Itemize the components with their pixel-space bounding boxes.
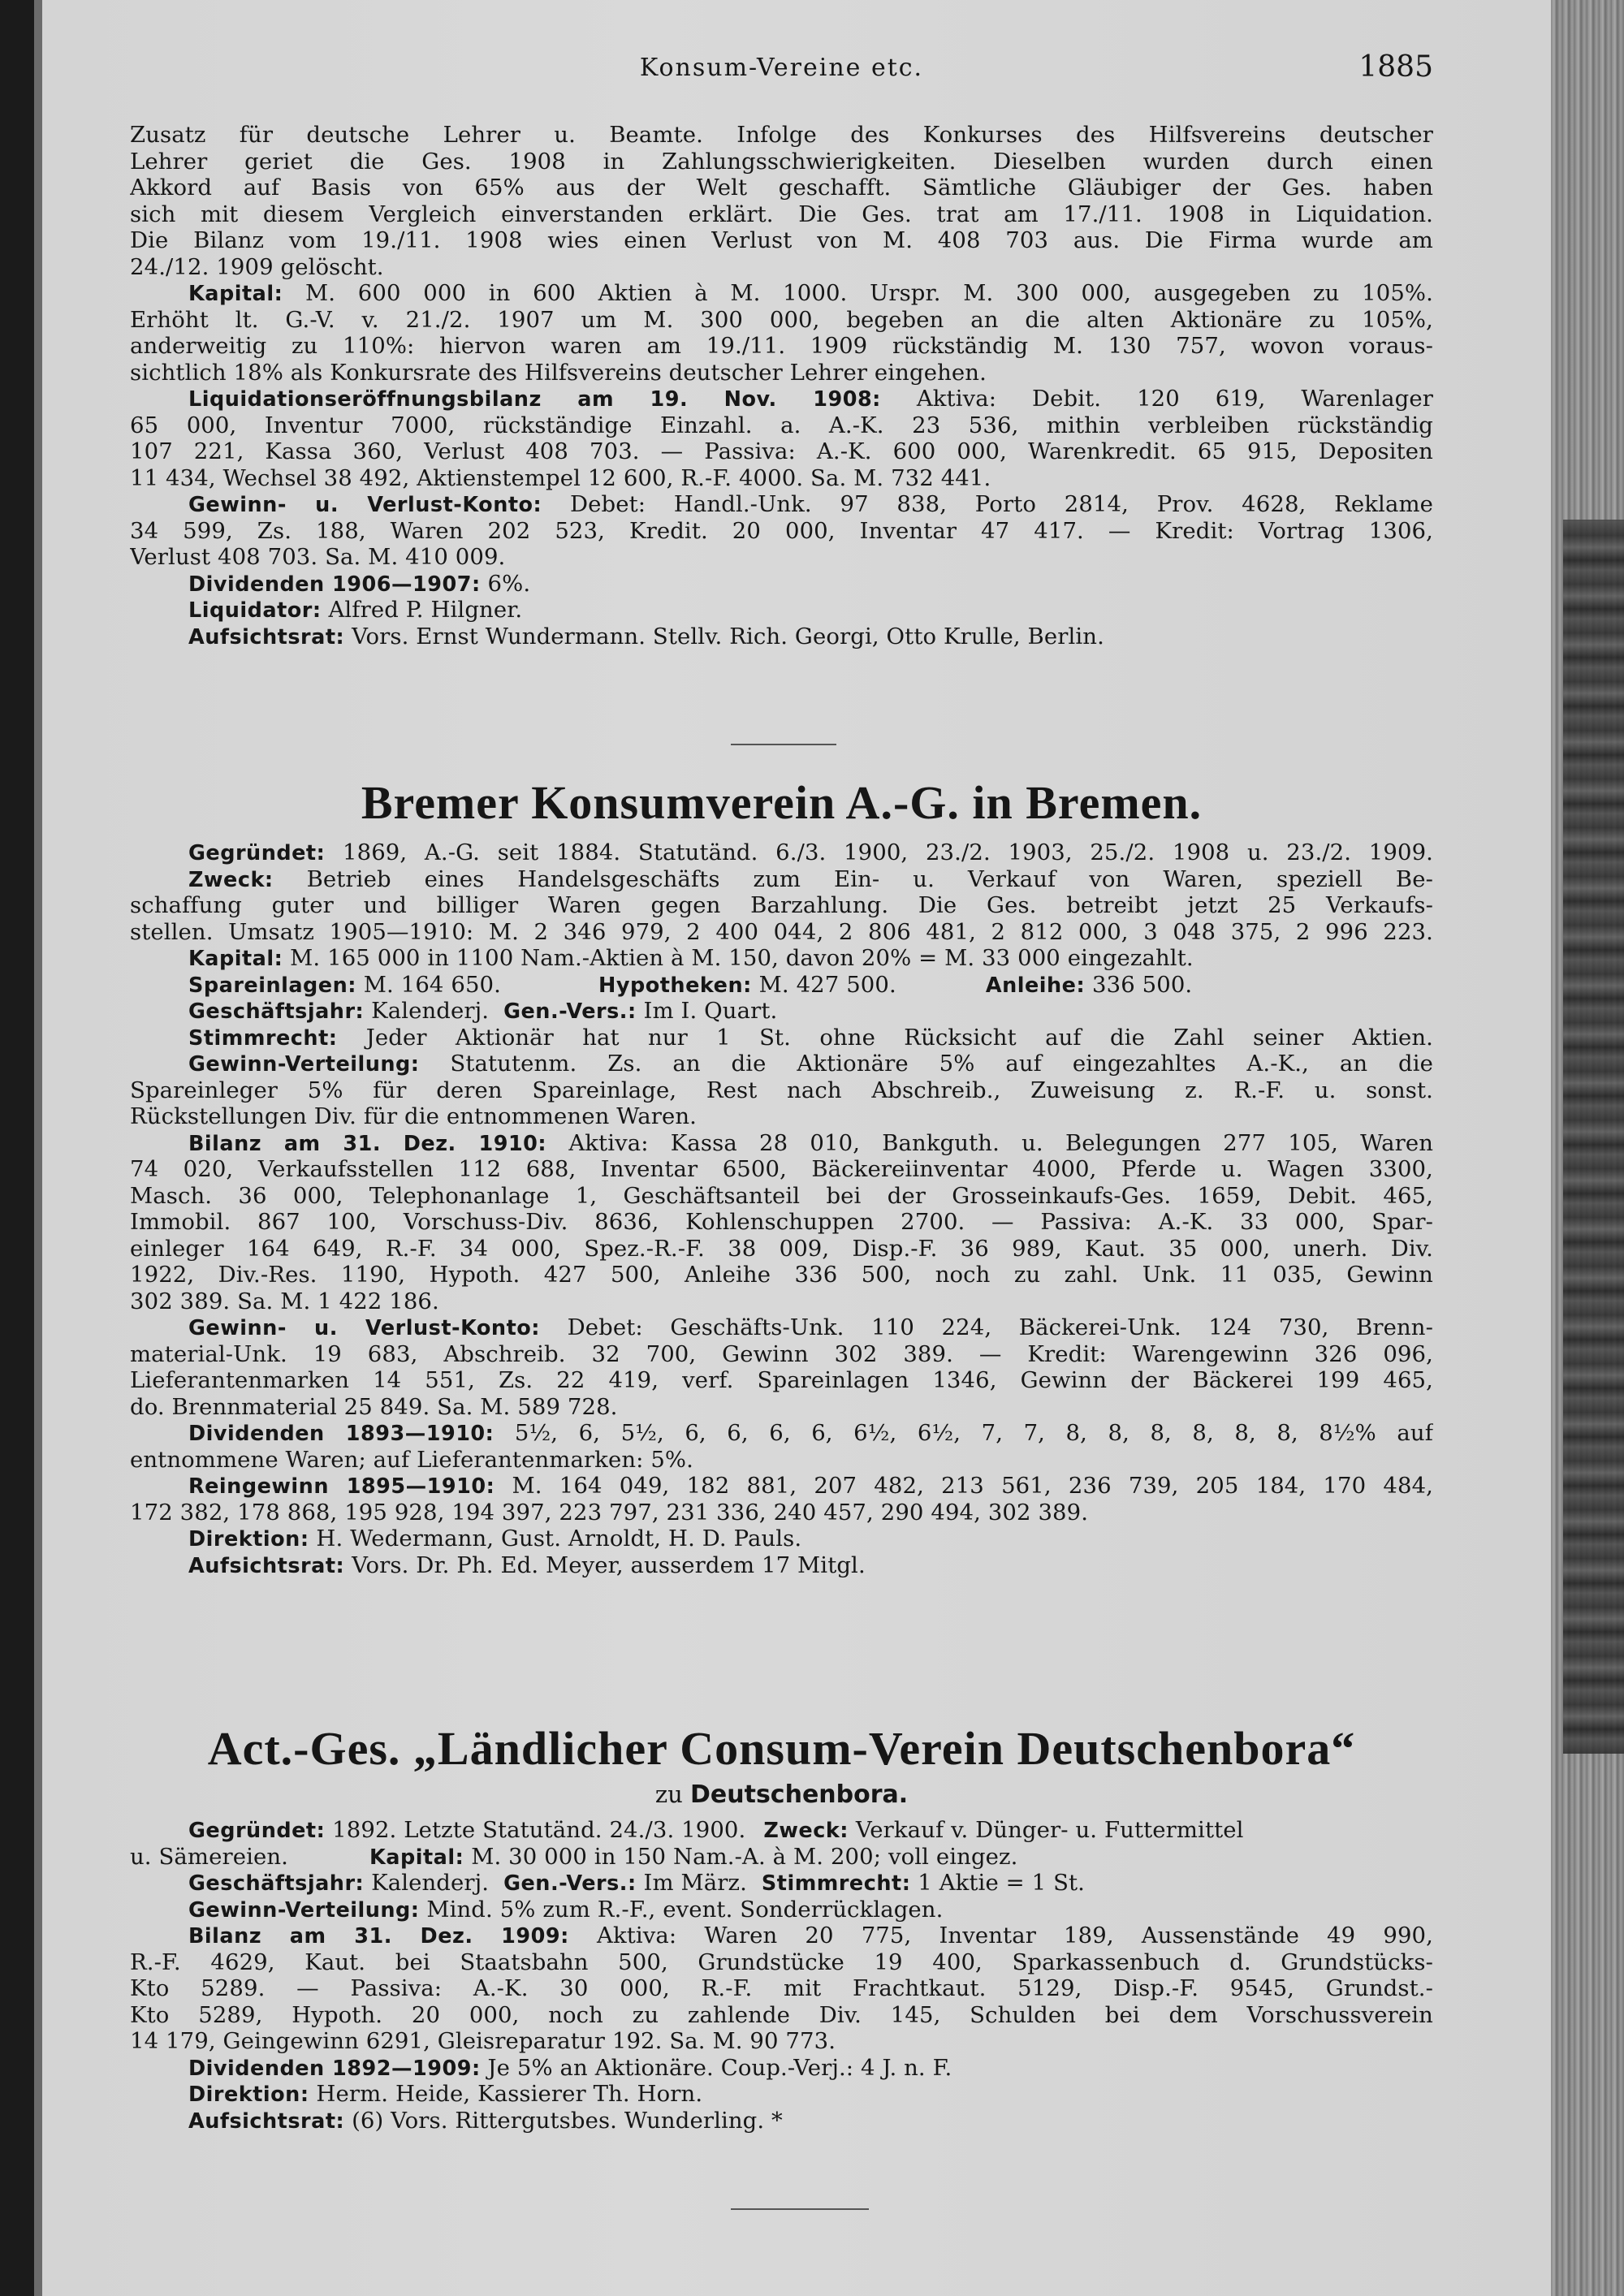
kapital-line [130,280,1433,307]
text-line: entnommene Waren; auf Lieferantenmarken: 5%. [130,1446,694,1473]
dividenden-line [130,1420,1433,1447]
text-line: 1922, Div.-Res. 1190, Hypoth. 427 500, Anleihe 336 500, noch zu zahl. Unk. 11 035, Gewinn [130,1262,1433,1288]
field-value: Jeder Aktionär hat nur 1 St. ohne Rücksicht auf die Zahl seiner Aktien. [365,1024,1433,1051]
field-value: (6) Vors. Rittergutsbes. Wunderling. * [352,2107,783,2134]
subheading-prefix: zu [654,1780,683,1808]
field-value: Debet: Handl.-Unk. 97 838, Porto 2814, Prov. 4628, Reklame [570,491,1433,517]
section-1-entry [130,122,1433,650]
text-line: schaffung guter und billiger Waren gegen Barzahlung. Die Ges. betreibt jetzt 25 Verkaufs- [130,892,1433,918]
field-value: Debet: Geschäfts-Unk. 110 224, Bäckerei-Unk. 124 730, Brenn- [567,1314,1433,1340]
field-value: Aktiva: Waren 20 775, Inventar 189, Aussenstände 49 990, [596,1923,1433,1949]
field-value: Kalenderj. [371,1870,490,1896]
field-label: Direktion: [188,2082,309,2107]
gegruendet-line [130,1817,1433,1844]
field-label: Geschäftsjahr: [188,999,365,1024]
dividenden-line [130,2055,1433,2082]
text-line: 11 434, Wechsel 38 492, Aktienstempel 12 600, R.-F. 4000. Sa. M. 732 441. [130,464,991,491]
field-label: Gewinn-Verteilung: [188,1052,420,1077]
text-line: 172 382, 178 868, 195 928, 194 397, 223 797, 231 336, 240 457, 290 494, 302 389. [130,1499,1089,1526]
field-value: Vors. Dr. Ph. Ed. Meyer, ausserdem 17 Mitgl. [352,1552,866,1578]
field-label: Liquidator: [188,598,322,623]
field-label: Dividenden 1906—1907: [188,572,481,597]
field-label: Geschäftsjahr: [188,1871,365,1896]
field-label: Dividenden 1892—1909: [188,2056,481,2081]
page-content [130,0,1433,2296]
scan-edge-left [0,0,34,2296]
scan-edge-left-inner [34,0,42,2296]
liquidator-line [130,597,1433,624]
text-line: 14 179, Geingewinn 6291, Gleisreparatur 192. Sa. M. 90 773. [130,2028,836,2054]
text-line: sichtlich 18% als Konkursrate des Hilfsvereins deutscher Lehrer eingehen. [130,359,987,386]
field-label: Gewinn- u. Verlust-Konto: [188,493,542,517]
dividenden-line [130,571,1433,598]
text-line: einleger 164 649, R.-F. 34 000, Spez.-R.-F. 38 009, Disp.-F. 36 989, Kaut. 35 000, unerh. Div. [130,1235,1433,1262]
field-value: 1 Aktie = 1 St. [918,1870,1086,1896]
text-line: Kto 5289. — Passiva: A.-K. 30 000, R.-F. mit Frachtkaut. 5129, Disp.-F. 9545, Grundst.- [130,1975,1433,2001]
section-divider [731,744,836,745]
field-label: Gen.-Vers.: [503,999,637,1024]
field-value: Verkauf v. Dünger- u. Futtermittel [855,1817,1244,1843]
text-line: u. Sämereien. [130,1843,289,1870]
gewinn-verteilung-line [130,1051,1433,1077]
gewinn-verlust-line [130,491,1433,518]
field-value: Im I. Quart. [643,998,778,1024]
text-line: Die Bilanz vom 19./11. 1908 wies einen Verlust von M. 408 703 aus. Die Firma wurde am [130,227,1433,253]
field-value: M. 165 000 in 1100 Nam.-Aktien à M. 150, davon 20% = M. 33 000 eingezahlt. [290,945,1194,971]
field-label: Stimmrecht: [761,1871,911,1896]
field-value: Aktiva: Kassa 28 010, Bankguth. u. Belegungen 277 105, Waren [568,1129,1433,1156]
text-line: 65 000, Inventur 7000, rückständige Einzahl. a. A.-K. 23 536, mithin verbleiben rückständig [130,412,1433,438]
geschaeftsjahr-line [130,998,1433,1025]
field-value: Alfred P. Hilgner. [328,597,523,623]
field-label: Zweck: [763,1819,849,1843]
field-value: Herm. Heide, Kassierer Th. Horn. [316,2081,703,2107]
text-line: Rückstellungen Div. für die entnommenen Waren. [130,1103,697,1129]
field-label: Gen.-Vers.: [503,1871,637,1896]
field-label: Bilanz am 31. Dez. 1910: [188,1131,547,1156]
text-line: Zusatz für deutsche Lehrer u. Beamte. Infolge des Konkurses des Hilfsvereins deutscher [130,122,1433,148]
zweck-line [130,866,1433,893]
field-label: Gegründet: [188,1819,326,1843]
text-line: 302 389. Sa. M. 1 422 186. [130,1288,439,1314]
section-3-subheading [130,1780,1433,1809]
field-value: M. 164 049, 182 881, 207 482, 213 561, 236 739, 205 184, 170 484, [512,1473,1433,1499]
gewinn-verteilung-line [130,1897,1433,1923]
field-label: Kapital: [188,282,283,306]
field-value: Mind. 5% zum R.-F., event. Sonderrücklagen. [426,1896,944,1923]
field-label: Kapital: [369,1845,464,1870]
text-line: Spareinleger 5% für deren Spareinlage, Rest nach Abschreib., Zuweisung z. R.-F. u. sonst. [130,1077,1433,1103]
text-line: R.-F. 4629, Kaut. bei Staatsbahn 500, Grundstücke 19 400, Sparkassenbuch d. Grundstücks- [130,1949,1433,1975]
field-value: Statutenm. Zs. an die Aktionäre 5% auf eingezahltes A.-K., an die [450,1051,1433,1077]
field-value: 6%. [487,570,531,597]
field-value: Kalenderj. [371,998,490,1024]
text-line: Immobil. 867 100, Vorschuss-Div. 8636, Kohlenschuppen 2700. — Passiva: A.-K. 33 000, Spar- [130,1209,1433,1235]
kapital-line [130,1844,1433,1871]
field-label: Gewinn-Verteilung: [188,1897,420,1923]
field-label: Spareinlagen: [188,973,356,998]
field-label: Bilanz am 31. Dez. 1909: [188,1924,569,1949]
aufsichtsrat-line [130,624,1433,650]
text-line: Verlust 408 703. Sa. M. 410 009. [130,544,506,570]
field-label: Aufsichtsrat: [188,624,345,650]
stimmrecht-line [130,1025,1433,1051]
field-label: Dividenden 1893—1910: [188,1422,495,1446]
field-value: Betrieb eines Handelsgeschäfts zum Ein- u. Verkauf von Waren, speziell Be- [306,865,1433,892]
field-label: Aufsichtsrat: [188,1553,345,1578]
field-label: Liquidationseröffnungsbilanz am 19. Nov. 1908: [188,387,881,412]
field-value: M. 600 000 in 600 Aktien à M. 1000. Urspr. M. 300 000, ausgegeben zu 105%. [305,280,1433,306]
field-value: 1869, A.-G. seit 1884. Statutänd. 6./3. 1900, 23./2. 1903, 25./2. 1908 u. 23./2. 1909. [343,839,1433,865]
section-3-heading: Act.-Ges. „Ländlicher Consum-Verein Deutschenbora“ [207,1722,1356,1775]
text-line: 74 020, Verkaufsstellen 112 688, Inventar 6500, Bäckereiinventar 4000, Pferde u. Wagen 3300, [130,1156,1433,1182]
field-value: Im März. [643,1870,747,1896]
text-line: do. Brennmaterial 25 849. Sa. M. 589 728. [130,1393,618,1420]
text-line: 24./12. 1909 gelöscht. [130,253,384,280]
field-label: Gewinn- u. Verlust-Konto: [188,1316,540,1340]
field-label: Zweck: [188,867,274,892]
text-line: Akkord auf Basis von 65% aus der Welt geschafft. Sämtliche Gläubiger der Ges. haben [130,175,1433,201]
text-line: material-Unk. 19 683, Abschreib. 32 700, Gewinn 302 389. — Kredit: Warengewinn 326 096, [130,1340,1433,1367]
text-line: sich mit diesem Vergleich einverstanden erklärt. Die Ges. trat am 17./11. 1908 in Liquidation. [130,201,1433,227]
text-line: Masch. 36 000, Telephonanlage 1, Geschäftsanteil bei der Grosseinkaufs-Ges. 1659, Debit. 465, [130,1182,1433,1209]
field-value: 336 500. [1092,971,1193,998]
text-line: Kto 5289, Hypoth. 20 000, noch zu zahlende Div. 145, Schulden bei dem Vorschussverein [130,2001,1433,2028]
text-line: anderweitig zu 110%: hiervon waren am 19./11. 1909 rückständig M. 130 757, wovon voraus- [130,333,1433,359]
field-label: Hypotheken: [598,973,752,998]
text-line: Erhöht lt. G.-V. v. 21./2. 1907 um M. 300 000, begeben an die alten Aktionäre zu 105%, [130,306,1433,333]
field-label: Direktion: [188,1527,309,1552]
liquidationsbilanz-line [130,386,1433,412]
field-value: M. 164 650. [363,971,501,998]
field-value: M. 427 500. [758,971,896,998]
field-label: Reingewinn 1895—1910: [188,1474,495,1499]
section-2-entry [130,839,1433,1578]
reingewinn-line [130,1473,1433,1500]
scan-edge-right-dark [1563,520,1624,1754]
aufsichtsrat-line [130,2108,1433,2134]
text-line: 34 599, Zs. 188, Waren 202 523, Kredit. 20 000, Inventar 47 417. — Kredit: Vortrag 1306, [130,517,1433,544]
text-line: 107 221, Kassa 360, Verlust 408 703. — Passiva: A.-K. 600 000, Warenkredit. 65 915, Depositen [130,438,1433,464]
direktion-line [130,1526,1433,1552]
field-label: Gegründet: [188,841,326,865]
gewinn-verlust-line [130,1314,1433,1341]
section-2-heading: Bremer Konsumverein A.-G. in Bremen. [361,776,1203,829]
text-line: stellen. Umsatz 1905—1910: M. 2 346 979, 2 400 044, 2 806 481, 2 812 000, 3 048 375, 2 996 223. [130,918,1433,945]
field-label: Stimmrecht: [188,1025,338,1051]
text-line: Lieferantenmarken 14 551, Zs. 22 419, verf. Spareinlagen 1346, Gewinn der Bäckerei 199 465, [130,1367,1433,1393]
direktion-line [130,2081,1433,2108]
subheading-place: Deutschenbora. [690,1780,909,1809]
field-value: M. 30 000 in 150 Nam.-A. à M. 200; voll eingez. [471,1843,1018,1870]
geschaeftsjahr-line [130,1870,1433,1897]
field-label: Anleihe: [985,973,1086,998]
bilanz-line [130,1923,1433,1949]
field-value: 1892. Letzte Statutänd. 24./3. 1900. [332,1817,746,1843]
field-value: Je 5% an Aktionäre. Coup.-Verj.: 4 J. n. F. [487,2054,952,2081]
field-value: Aktiva: Debit. 120 619, Warenlager [916,386,1433,412]
field-label: Aufsichtsrat: [188,2108,345,2134]
running-head [130,50,1433,89]
page-number: 1885 [1358,50,1433,84]
field-value: 5½, 6, 5½, 6, 6, 6, 6, 6½, 6½, 7, 7, 8, 8, 8, 8, 8, 8, 8½% auf [514,1420,1433,1446]
field-label: Kapital: [188,947,283,971]
field-value: Vors. Ernst Wundermann. Stellv. Rich. Georgi, Otto Krulle, Berlin. [352,623,1104,650]
bilanz-line [130,1130,1433,1157]
aufsichtsrat-line [130,1552,1433,1579]
running-head-title: Konsum-Vereine etc. [639,54,924,82]
section-divider [731,2208,869,2210]
kapital-line [130,945,1433,972]
text-line: Lehrer geriet die Ges. 1908 in Zahlungsschwierigkeiten. Dieselben wurden durch einen [130,148,1433,175]
section-3-entry [130,1817,1433,2134]
field-value: H. Wedermann, Gust. Arnoldt, H. D. Pauls. [316,1526,802,1552]
gegruendet-line [130,839,1433,866]
spareinlagen-line [130,972,1433,999]
